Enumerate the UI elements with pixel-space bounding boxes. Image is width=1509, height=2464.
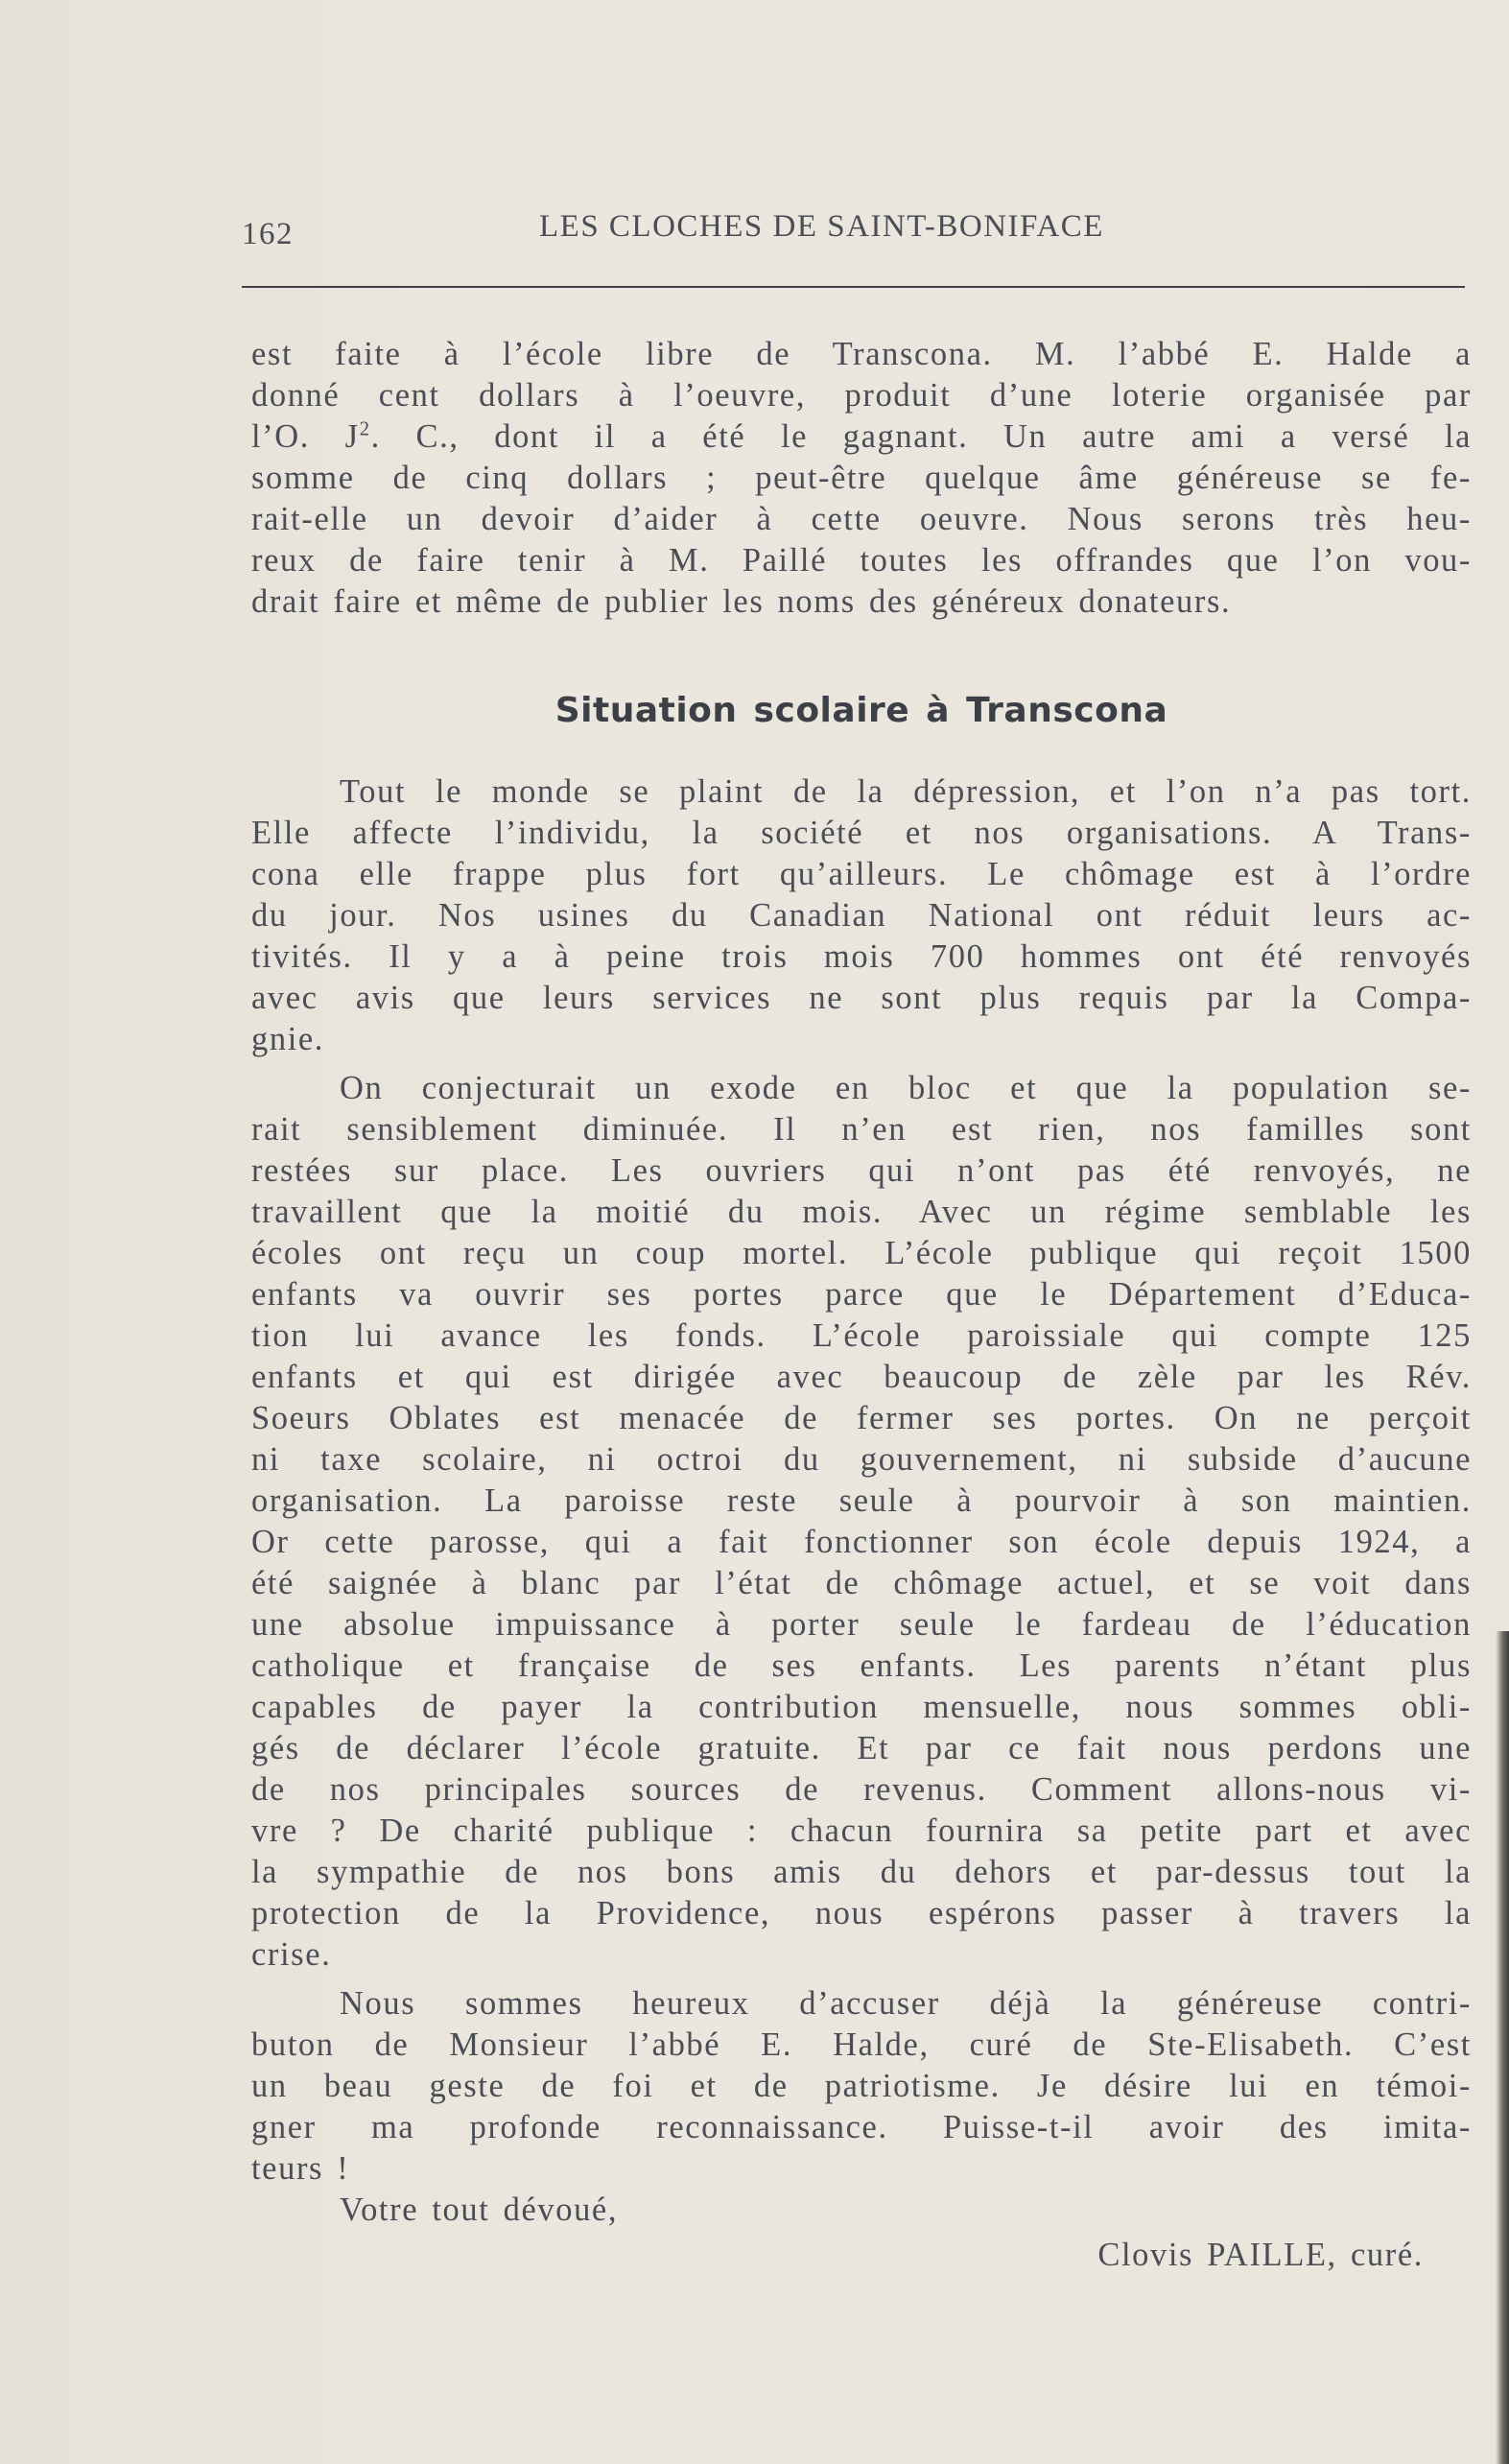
text-line: gnie. bbox=[251, 1021, 325, 1057]
text-line: Tout le monde se plaint de la dépression, et l’on n’a pas tort. bbox=[340, 773, 1472, 810]
text-line: organisation. La paroisse reste seule à pourvoir à son maintien. bbox=[251, 1482, 1472, 1519]
text-line: un beau geste de foi et de patriotisme. Je désire lui en témoi- bbox=[251, 2068, 1472, 2104]
text-line: tivités. Il y a à peine trois mois 700 hommes ont été renvoyés bbox=[251, 938, 1472, 975]
text-line: Elle affecte l’individu, la société et nos organisations. A Trans- bbox=[251, 815, 1472, 851]
text-line: reux de faire tenir à M. Paillé toutes les offrandes que l’on vou- bbox=[251, 542, 1472, 579]
text-line: capables de payer la contribution mensuelle, nous sommes obli- bbox=[251, 1689, 1472, 1725]
article-body bbox=[251, 334, 1472, 2276]
text-line: écoles ont reçu un coup mortel. L’école publique qui reçoit 1500 bbox=[251, 1235, 1472, 1271]
paragraph-depression bbox=[251, 771, 1472, 1060]
header-rule bbox=[242, 286, 1465, 288]
text-line: catholique et française de ses enfants. Les parents n’étant plus bbox=[251, 1647, 1472, 1684]
paragraph-school-situation bbox=[251, 1068, 1472, 1976]
text-line: tion lui avance les fonds. L’école paroissiale qui compte 125 bbox=[251, 1317, 1472, 1354]
page-number: 162 bbox=[242, 217, 294, 251]
text-line: une absolue impuissance à porter seule le fardeau de l’éducation bbox=[251, 1606, 1472, 1643]
text-line: ni taxe scolaire, ni octroi du gouvernement, ni subside d’aucune bbox=[251, 1441, 1472, 1478]
text-line: gner ma profonde reconnaissance. Puisse-t-il avoir des imita- bbox=[251, 2109, 1472, 2145]
text-line: drait faire et même de publier les noms des généreux donateurs. bbox=[251, 583, 1232, 620]
intro-paragraph bbox=[251, 334, 1472, 623]
text-line: avec avis que leurs services ne sont plus requis par la Compa- bbox=[251, 980, 1472, 1016]
text-line: travaillent que la moitié du mois. Avec un régime semblable les bbox=[251, 1194, 1472, 1230]
superscript: 2 bbox=[359, 418, 371, 440]
text-line: Nous sommes heureux d’accuser déjà la généreuse contri- bbox=[340, 1985, 1472, 2022]
page-header bbox=[242, 209, 1465, 257]
text-line: enfants va ouvrir ses portes parce que le Département d’Educa- bbox=[251, 1276, 1472, 1313]
page-edge-shadow bbox=[1496, 1631, 1509, 2464]
text-line: crise. bbox=[251, 1936, 332, 1973]
text-line: teurs ! bbox=[251, 2150, 350, 2187]
text-line: été saignée à blanc par l’état de chômage actuel, et se voit dans bbox=[251, 1565, 1472, 1601]
paragraph-acknowledgement bbox=[251, 1983, 1472, 2190]
text-line: rait sensiblement diminuée. Il n’en est rien, nos familles sont bbox=[251, 1111, 1472, 1148]
text-line: vre ? De charité publique : chacun fournira sa petite part et avec bbox=[251, 1812, 1472, 1849]
running-title: LES CLOCHES DE SAINT-BONIFACE bbox=[539, 209, 1104, 244]
text-line: On conjecturait un exode en bloc et que la population se- bbox=[340, 1070, 1472, 1106]
section-heading: Situation scolaire à Transcona bbox=[554, 691, 1168, 730]
text-line: cona elle frappe plus fort qu’ailleurs. Le chômage est à l’ordre bbox=[251, 856, 1472, 892]
text-line: enfants et qui est dirigée avec beaucoup de zèle par les Rév. bbox=[251, 1359, 1472, 1395]
text-line: rait-elle un devoir d’aider à cette oeuvre. Nous serons très heu- bbox=[251, 501, 1472, 537]
text-line: restées sur place. Les ouvriers qui n’ont pas été renvoyés, ne bbox=[251, 1152, 1472, 1189]
text-line: la sympathie de nos bons amis du dehors et par-dessus tout la bbox=[251, 1854, 1472, 1890]
text-line: Or cette parosse, qui a fait fonctionner son école depuis 1924, a bbox=[251, 1524, 1472, 1560]
text-line: de nos principales sources de revenus. Comment allons-nous vi- bbox=[251, 1771, 1472, 1808]
text-line: donné cent dollars à l’oeuvre, produit d’une loterie organisée par bbox=[251, 377, 1472, 414]
text-line: est faite à l’école libre de Transcona. M. l’abbé E. Halde a bbox=[251, 336, 1472, 372]
text-line: l’O. $J^2$. C., dont il a été le gagnant. Un autre ami a versé la bbox=[251, 418, 1473, 455]
text-line: du jour. Nos usines du Canadian National ont réduit leurs ac- bbox=[251, 897, 1472, 934]
text-line: gés de déclarer l’école gratuite. Et par ce fait nous perdons une bbox=[251, 1730, 1472, 1766]
text-line: Soeurs Oblates est menacée de fermer ses portes. On ne perçoit bbox=[251, 1400, 1472, 1436]
text-line: buton de Monsieur l’abbé E. Halde, curé de Ste-Elisabeth. C’est bbox=[251, 2026, 1472, 2063]
text-line: somme de cinq dollars ; peut-être quelque âme généreuse se fe- bbox=[251, 460, 1472, 496]
closing-salutation: Votre tout dévoué, bbox=[340, 2192, 619, 2228]
text-line: protection de la Providence, nous espérons passer à travers la bbox=[251, 1895, 1472, 1931]
signature: Clovis PAILLE, curé. bbox=[1097, 2237, 1424, 2273]
